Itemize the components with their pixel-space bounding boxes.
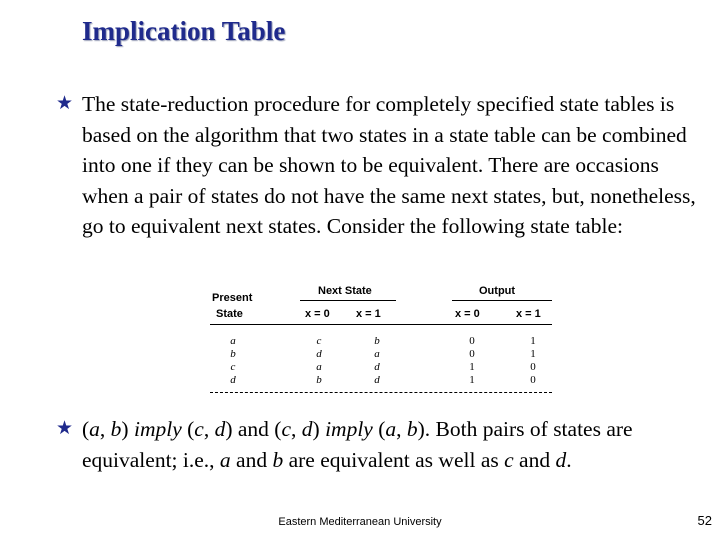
next0-cell: d bbox=[316, 348, 322, 360]
next0-cell: a bbox=[316, 361, 322, 373]
imply-word: imply bbox=[325, 417, 373, 441]
text: , bbox=[99, 417, 111, 441]
state-cell: a bbox=[230, 335, 236, 347]
text: ). Both pairs of states are equivalent; i.e., bbox=[82, 417, 633, 472]
out0-cell: 0 bbox=[469, 348, 475, 360]
var-b: b bbox=[110, 417, 122, 441]
var-a: a bbox=[89, 417, 100, 441]
var-d: d bbox=[301, 417, 313, 441]
col-next-x0: x = 0 bbox=[305, 308, 330, 320]
next1-cell: b bbox=[374, 335, 380, 347]
footer-institution: Eastern Mediterranean University bbox=[278, 516, 442, 528]
out1-cell: 1 bbox=[530, 335, 536, 347]
out1-cell: 0 bbox=[530, 374, 536, 386]
text: , bbox=[291, 417, 302, 441]
out1-cell: 1 bbox=[530, 348, 536, 360]
next1-cell: a bbox=[374, 348, 380, 360]
star-bullet-icon: ★ bbox=[56, 93, 74, 114]
state-header: State bbox=[216, 308, 243, 320]
var-c: c bbox=[504, 447, 514, 472]
text: are equivalent as well as bbox=[283, 447, 505, 472]
var-a: a bbox=[219, 447, 231, 472]
output-header: Output bbox=[479, 285, 516, 297]
output-rule bbox=[452, 300, 552, 301]
next-state-rule bbox=[300, 300, 396, 301]
bottom-rule bbox=[210, 392, 552, 393]
page-number: 52 bbox=[697, 513, 712, 528]
star-bullet-icon: ★ bbox=[56, 418, 74, 439]
text: , bbox=[203, 417, 215, 441]
text: and bbox=[513, 447, 556, 472]
paragraph-equivalence bbox=[82, 414, 702, 475]
var-c: c bbox=[194, 417, 204, 441]
next1-cell: d bbox=[374, 361, 380, 373]
text: ( bbox=[181, 417, 195, 441]
state-cell: b bbox=[230, 348, 236, 360]
col-out-x0: x = 0 bbox=[455, 308, 480, 320]
next1-cell: d bbox=[374, 374, 380, 386]
var-d: d bbox=[214, 417, 226, 441]
var-c: c bbox=[281, 417, 292, 441]
var-b: b bbox=[406, 417, 418, 441]
paragraph-state-reduction: The state-reduction procedure for completely specified state tables is based on the algorithm that two states in a state table can be combined into one if they can be shown to be equivalent. There are occasions when a pair of states do not have the same next states, but, nonetheless, go to equivalent next states. Consider the following state table: bbox=[82, 92, 696, 238]
var-d: d bbox=[555, 447, 567, 472]
var-a: a bbox=[385, 417, 397, 441]
var-b: b bbox=[272, 447, 284, 472]
state-table bbox=[200, 278, 556, 398]
text: ) bbox=[121, 417, 134, 441]
header-rule bbox=[210, 324, 552, 325]
out0-cell: 0 bbox=[469, 335, 475, 347]
present-header: Present bbox=[212, 292, 253, 304]
text: ( bbox=[82, 417, 90, 441]
text: and bbox=[230, 447, 273, 472]
text: . bbox=[566, 447, 572, 472]
state-cell: c bbox=[230, 361, 236, 373]
next-state-header: Next State bbox=[318, 285, 372, 297]
out0-cell: 1 bbox=[469, 361, 475, 373]
text: ) and ( bbox=[225, 417, 282, 441]
col-out-x1: x = 1 bbox=[516, 308, 541, 320]
next0-cell: c bbox=[316, 335, 322, 347]
slide-title: Implication Table bbox=[82, 16, 286, 46]
text: ) bbox=[312, 417, 326, 441]
state-cell: d bbox=[230, 374, 236, 386]
out0-cell: 1 bbox=[469, 374, 475, 386]
out1-cell: 0 bbox=[530, 361, 536, 373]
text: ( bbox=[372, 417, 386, 441]
next0-cell: b bbox=[316, 374, 322, 386]
imply-word: imply bbox=[133, 417, 182, 441]
col-next-x1: x = 1 bbox=[356, 308, 381, 320]
text: , bbox=[396, 417, 407, 441]
